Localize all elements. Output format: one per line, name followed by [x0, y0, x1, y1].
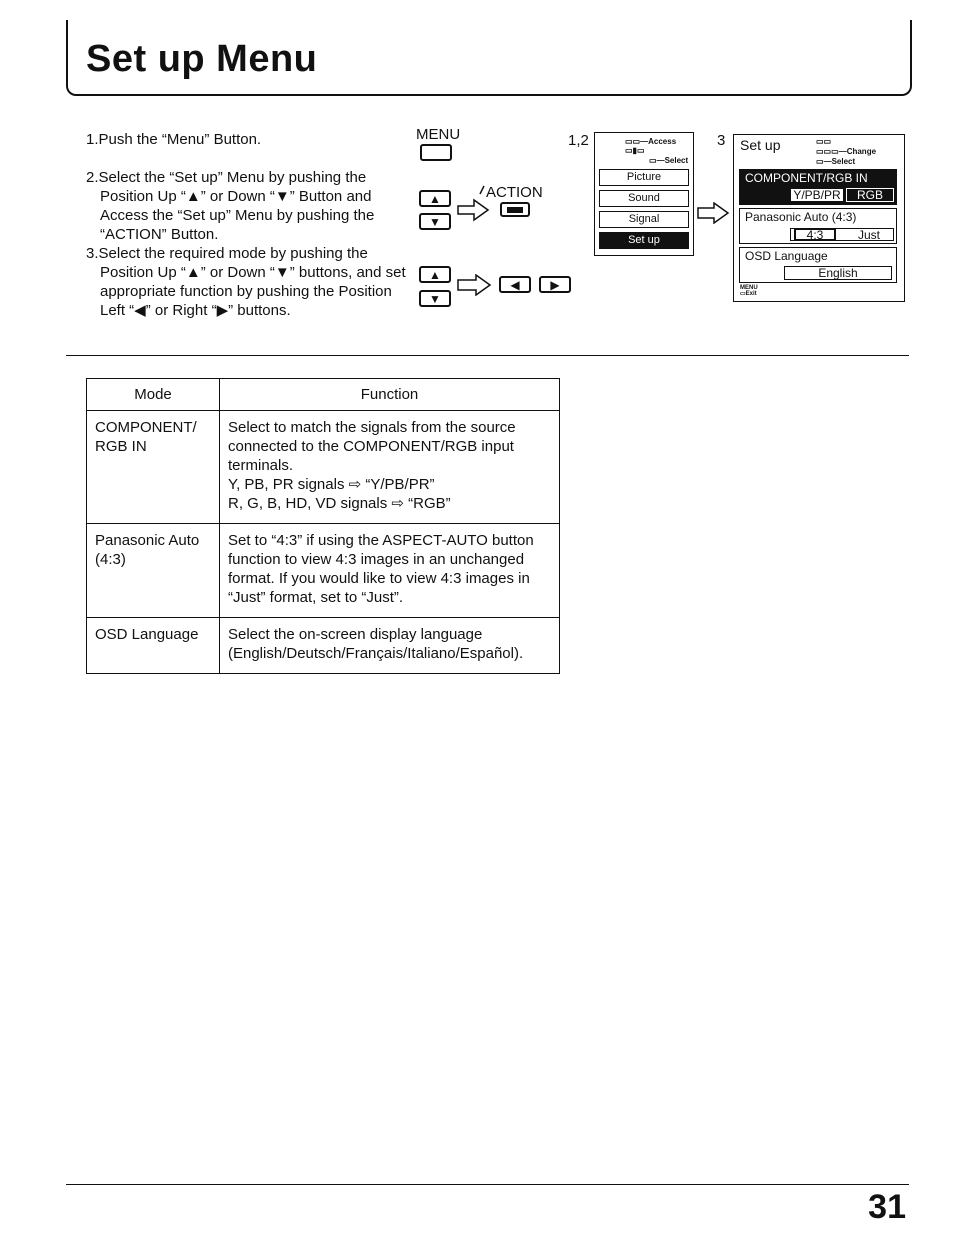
- setup-hint-select: ▭—Select: [816, 157, 856, 166]
- up-arrow-icon: ▲: [429, 192, 441, 206]
- menu-item-picture: Picture: [599, 169, 689, 186]
- menu-button: [420, 144, 452, 161]
- table-row: [87, 524, 560, 618]
- right-button: [539, 276, 571, 293]
- mode-cell: OSD Language: [87, 618, 220, 674]
- exit-menu-label: MENU: [740, 285, 758, 291]
- position-pad-icon: ▭▮▭: [625, 146, 645, 155]
- menu-item-setup: Set up: [599, 232, 689, 249]
- panasonic-auto-label: Panasonic Auto (4:3): [745, 210, 857, 224]
- mode-cell: Panasonic Auto (4:3): [87, 524, 220, 618]
- main-menu-step-label: 1,2: [568, 132, 589, 149]
- footer-divider: [66, 1184, 909, 1185]
- right-arrow-icon: ▶: [550, 278, 560, 292]
- menu-item-signal: Signal: [599, 211, 689, 228]
- main-menu-hint-pad: [625, 146, 645, 155]
- setup-functions-table: [86, 378, 560, 674]
- up-button: [419, 190, 451, 207]
- option-just: Just: [858, 228, 881, 242]
- function-cell: [220, 411, 560, 524]
- function-cell: [220, 618, 560, 674]
- menu-button-label: MENU: [416, 126, 461, 143]
- osd-language-label: OSD Language: [745, 249, 828, 263]
- function-text: R, G, B, HD, VD signals ⇨ “RGB”: [228, 495, 451, 512]
- function-text: Y, PB, PR signals ⇨ “Y/PB/PR”: [228, 476, 435, 493]
- header-function: Function: [220, 379, 560, 411]
- down-arrow-icon: ▼: [429, 215, 441, 229]
- table-row: [87, 618, 560, 674]
- header-mode: Mode: [87, 379, 220, 411]
- panasonic-auto-setting: [739, 208, 897, 244]
- osd-language-setting: [739, 247, 897, 283]
- osd-language-value: English: [784, 266, 892, 280]
- exit-hint: [740, 285, 758, 297]
- button-pair-icon: ▭▭▭: [816, 147, 839, 156]
- table-header-row: [87, 379, 560, 411]
- setup-hint-change: ▭▭▭—Change: [816, 147, 877, 156]
- mode-cell: COMPONENT/ RGB IN: [87, 411, 220, 524]
- section-divider: [66, 355, 909, 356]
- step-1: 1.Push the “Menu” Button.: [86, 131, 262, 148]
- step-2: 2.Select the “Set up” Menu by pushing the Position Up “▲” or Down “▼” Button and Access the “Set up” Menu by pushing the “ACTION” Button.: [86, 169, 375, 243]
- exit-label: Exit: [745, 291, 757, 297]
- option-rgb: RGB: [846, 188, 894, 202]
- down-button-2: [419, 290, 451, 307]
- right-hollow-arrow-icon: [456, 274, 496, 296]
- step-3: 3.Select the required mode by pushing the Position Up “▲” or Down “▼” buttons, and set appropriate function by pushing the Position Left “◀” or Right “▶” buttons.: [86, 245, 406, 319]
- action-button: [500, 202, 530, 217]
- function-cell: [220, 524, 560, 618]
- main-menu-hint-select: ▭—Select: [649, 156, 689, 165]
- option-ypbpr: Y/PB/PR: [790, 188, 844, 202]
- down-arrow-icon: ▼: [429, 292, 441, 306]
- setup-menu-title: Set up: [740, 137, 781, 153]
- position-pad-icon: ▭▭: [816, 137, 832, 146]
- table-row: [87, 411, 560, 524]
- function-text: Select to match the signals from the source connected to the COMPONENT/RGB input terminals.: [228, 419, 516, 474]
- setup-hint-pad: [816, 137, 831, 146]
- left-arrow-icon: ◀: [510, 278, 520, 292]
- option-4-3: 4:3: [794, 228, 836, 241]
- component-rgb-in-label: COMPONENT/RGB IN: [745, 171, 868, 185]
- page-number: 31: [868, 1188, 906, 1226]
- down-button: [419, 213, 451, 230]
- function-text: Set to “4:3” if using the ASPECT-AUTO button function to view 4:3 images in an unchanged format. If you would like to view 4:3 images in “Just” format, set to “Just”.: [228, 532, 534, 606]
- menu-button-icon: ▭: [740, 291, 746, 297]
- menu-item-sound: Sound: [599, 190, 689, 207]
- component-rgb-in-setting: [739, 169, 897, 205]
- main-osd-menu: [594, 132, 694, 256]
- button-icon: ▭: [816, 157, 824, 166]
- setup-menu-step-label: 3: [717, 132, 726, 149]
- page-title: Set up Menu: [86, 38, 318, 80]
- setup-osd-menu: [733, 134, 905, 302]
- left-button: [499, 276, 531, 293]
- up-arrow-icon: ▲: [429, 268, 441, 282]
- button-pair-icon: ▭▭: [625, 137, 641, 146]
- up-button-2: [419, 266, 451, 283]
- function-text: Select the on-screen display language (English/Deutsch/Français/Italiano/Español).: [228, 626, 524, 662]
- button-icon: ▭: [649, 156, 657, 165]
- action-button-label: ACTION: [486, 184, 543, 201]
- instruction-steps: [86, 130, 416, 320]
- action-button-bar-icon: [507, 207, 523, 213]
- main-menu-hint-access: ▭▭—Access: [625, 137, 677, 146]
- menu-transition-arrow-icon: [696, 202, 730, 224]
